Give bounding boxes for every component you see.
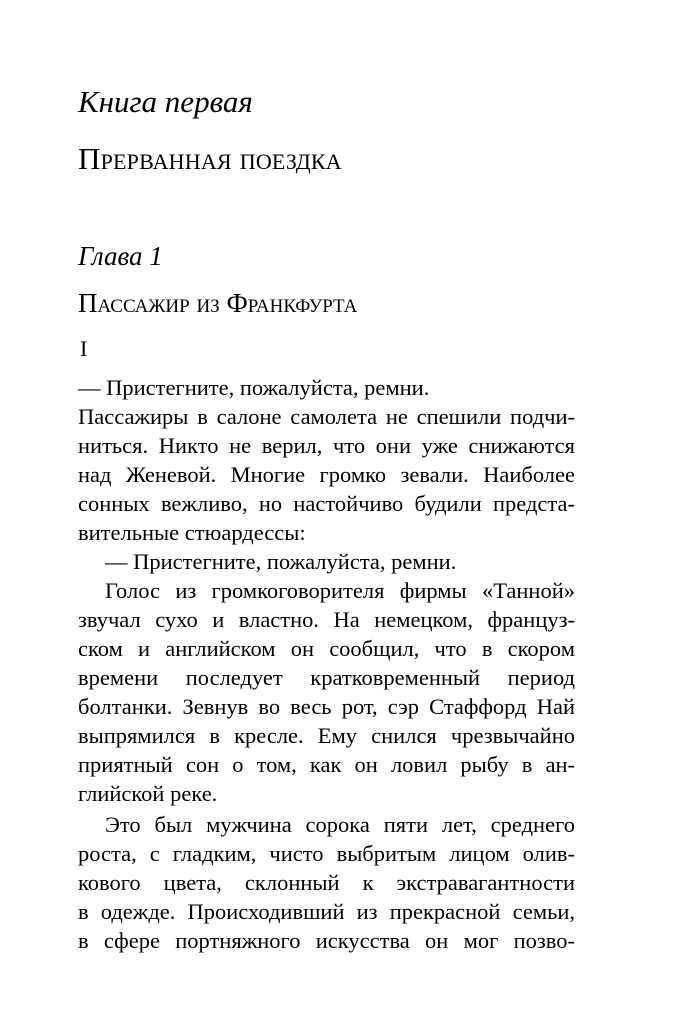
text-line: над Женевой. Многие громко зевали. Наиболее xyxy=(78,462,575,487)
book-label: Книга первая xyxy=(78,84,253,119)
text-line: болтанки. Зевнув во весь рот, сэр Стаффорд Най xyxy=(78,694,575,719)
text-line: вительные стюардессы: xyxy=(78,520,306,545)
text-line: в одежде. Происходивший из прекрасной семьи, xyxy=(78,899,575,924)
section-number: I xyxy=(80,336,88,361)
chapter-title: Пассажир из Франкфурта xyxy=(78,288,358,318)
text-line: Пассажиры в салоне самолета не спешили подчи- xyxy=(78,404,575,429)
text-line: кового цвета, склонный к экстравагантности xyxy=(78,870,575,895)
text-line: звучал сухо и властно. На немецком, француз- xyxy=(78,607,575,632)
text-line: Это был мужчина сорока пяти лет, среднего xyxy=(105,812,575,837)
body-text xyxy=(78,373,575,955)
text-line: времени последует кратковременный период xyxy=(78,665,575,690)
text-line: ниться. Никто не верил, что они уже снижаются xyxy=(78,433,575,458)
part-title: Прерванная поездка xyxy=(78,141,342,176)
text-line: — Пристегните, пожалуйста, ремни. xyxy=(105,549,457,574)
text-line: в сфере портняжного искусства он мог позво- xyxy=(78,928,575,953)
text-line: Голос из громкоговорителя фирмы «Танной» xyxy=(105,578,575,603)
paragraph xyxy=(78,402,575,547)
text-line: приятный сон о том, как он ловил рыбу в ан- xyxy=(78,752,575,777)
paragraph xyxy=(78,373,575,402)
text-line: — Пристегните, пожалуйста, ремни. xyxy=(78,375,430,400)
text-line: сонных вежливо, но настойчиво будили предста- xyxy=(78,491,575,516)
text-line: роста, с гладким, чисто выбритым лицом олив- xyxy=(78,841,575,866)
paragraph xyxy=(78,810,575,955)
paragraph xyxy=(78,547,575,576)
text-line: выпрямился в кресле. Ему снился чрезвычайно xyxy=(78,723,575,748)
paragraph xyxy=(78,576,575,808)
chapter-label: Глава 1 xyxy=(78,241,163,271)
text-line: глийской реке. xyxy=(78,781,218,806)
text-line: ском и английском он сообщил, что в скором xyxy=(78,636,575,661)
